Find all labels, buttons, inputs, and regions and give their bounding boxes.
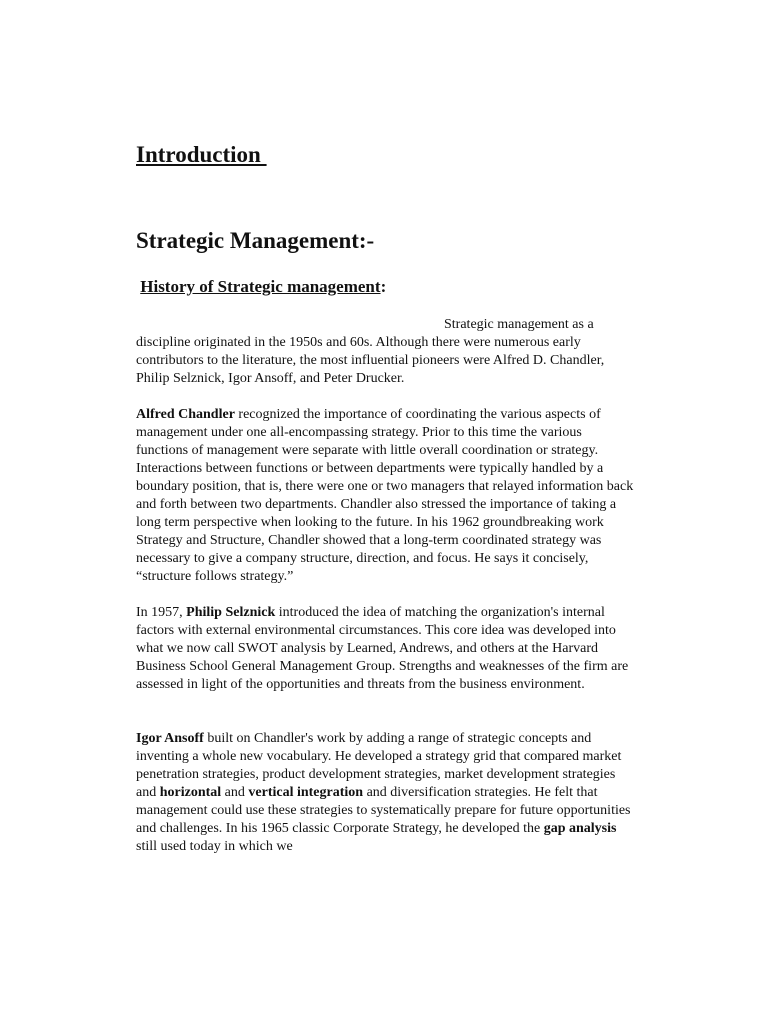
document-title: Introduction: [136, 142, 267, 167]
subsection-heading-underlined: History of Strategic management: [140, 277, 381, 296]
bold-term-horizontal: horizontal: [159, 785, 222, 800]
section-heading: Strategic Management:-: [136, 228, 375, 253]
paragraph-lead: In 1957,: [136, 605, 187, 620]
paragraph-body: discipline originated in the 1950s and 60s. Although there were numerous early contributors to the literature, the most influential pioneers were Alfred D. Chandler, Philip Selznick, Igor Ansoff, and Peter Drucker.: [136, 335, 605, 386]
paragraph-body-c: and diversification strategies. He felt that management could use these strategies to systematically prepare for future opportunities and challenges. In his 1965 classic Corporate Strategy, he developed the: [136, 785, 631, 836]
paragraph-body-a: built on Chandler's work by adding a range of strategic concepts and inventing a whole new vocabulary. He developed a strategy grid that compared market penetration strategies, product development strategies, market development strategies and: [136, 731, 622, 800]
paragraph-history-intro: [136, 316, 636, 388]
bold-term-gap-analysis: gap analysis: [543, 821, 617, 836]
bold-name-chandler: Alfred Chandler: [136, 407, 235, 422]
subsection-heading-trail: :: [380, 277, 387, 296]
paragraph-body: recognized the importance of coordinating the various aspects of management under one all-encompassing strategy. Prior to this time the various functions of management were separate with little overall coordination or strategy. Interactions between functions or between departments were typically handled by a boundary position, that is, there were one or two managers that relayed information back and forth between two departments. Chandler also stressed the importance of taking a long term perspective when looking to the future. In his 1962 groundbreaking work Strategy and Structure, Chandler showed that a long-term coordinated strategy was necessary to give a company structure, direction, and focus. He says it concisely, “structure follows strategy.”: [136, 407, 634, 584]
bold-term-vertical-integration: vertical integration: [248, 785, 364, 800]
paragraph-body-d: still used today in which we: [136, 839, 293, 854]
paragraph-body: introduced the idea of matching the organization's internal factors with external environmental circumstances. This core idea was developed into what we now call SWOT analysis by Learned, Andrews, and others at the Harvard Business School General Management Group. Strengths and weaknesses of the firm are assessed in light of the opportunities and threats from the business environment.: [136, 605, 629, 692]
bold-name-ansoff: Igor Ansoff: [136, 731, 204, 746]
paragraph-body-b: and: [221, 785, 249, 800]
paragraph-first-line: Strategic management as a: [444, 317, 594, 332]
paragraph-selznick: [136, 604, 636, 694]
subsection-heading: [136, 275, 386, 299]
bold-name-selznick: Philip Selznick: [186, 605, 276, 620]
paragraph-chandler: [136, 406, 636, 586]
paragraph-ansoff: [136, 730, 636, 856]
